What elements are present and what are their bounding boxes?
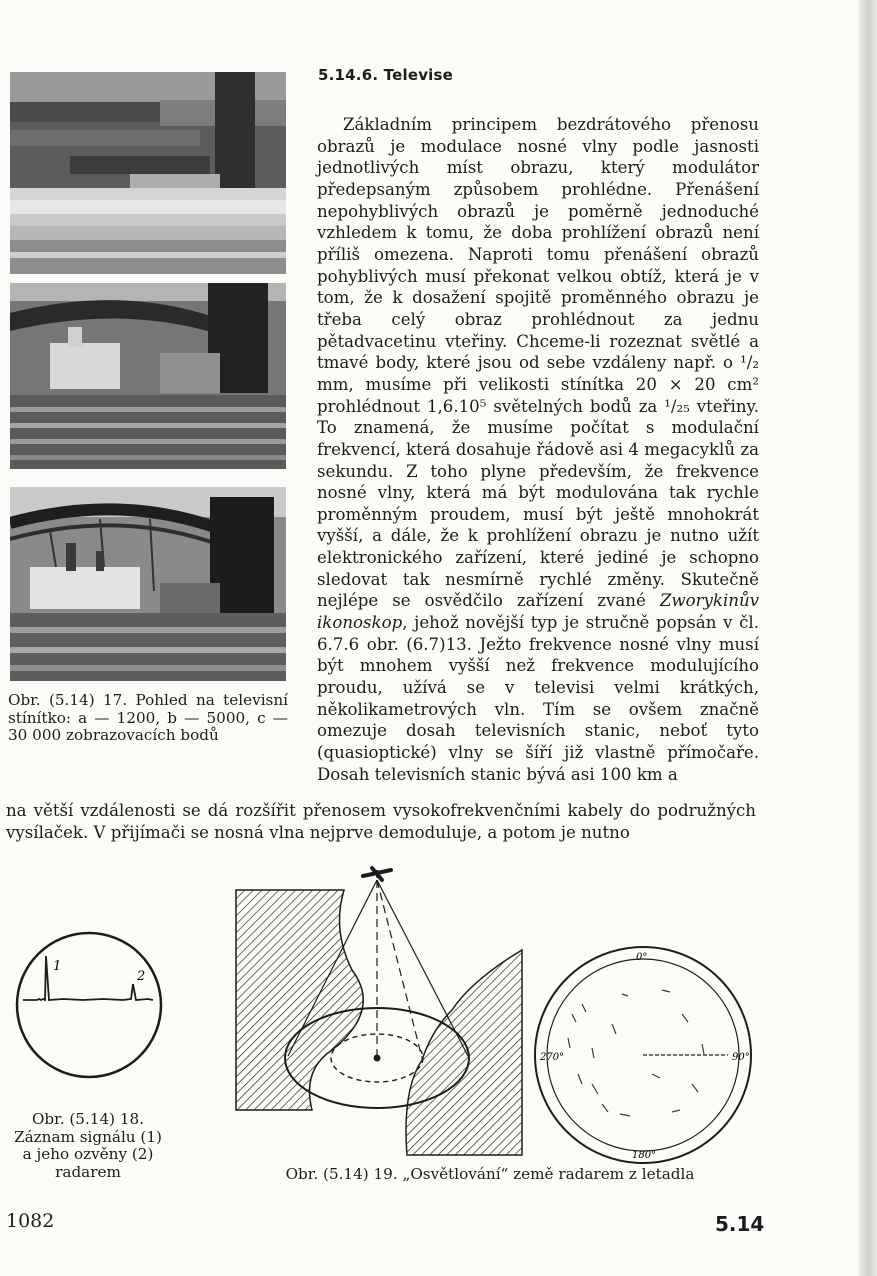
echo-label: 2 — [137, 969, 146, 984]
tv-screen-photo-c — [10, 487, 286, 681]
full-width-paragraph: na větší vzdálenosti se dá rozšířit přenosem vysokofrekvenčními kabely do podružných vysílaček. V přijímači se nosná vlna nejprve demoduluje, a potom je nutno — [6, 801, 756, 842]
bearing-180-label: 180° — [632, 1150, 657, 1161]
figure-17-caption: Obr. (5.14) 17. Pohled na televisní stínítko: a — 1200, b — 5000, c — 30 000 zobrazovacích bodů — [8, 691, 288, 744]
page-number: 1082 — [6, 1210, 55, 1232]
figure-18-radar-trace — [13, 930, 165, 1080]
tv-screen-photo-b — [10, 283, 286, 469]
body-text-continued: , jehož novější typ je stručně popsán v čl. 6.7.6 obr. (6.7)13. Ježto frekvence nosné vlny musí být mnohem vyšší než frekvence modulujícího proudu, užívá se v televisi velmi krátkých, několikametrových vln. Tím se ovšem značně omezuje dosah televisních stanic, neboť tyto (quasioptické) vlny se šíří již vlastně přímočaře. Dosah televisních stanic bývá asi 100 km a — [317, 613, 759, 784]
book-spine-shadow — [858, 0, 877, 1276]
tv-screen-photo-a — [10, 72, 286, 274]
zworykin-iconoscope-term: Zworykinův ikonoskop — [317, 591, 760, 633]
section-heading: 5.14.6. Televise — [318, 66, 454, 84]
bearing-90-label: 90° — [732, 1052, 750, 1063]
figure-19-caption: Obr. (5.14) 19. „Osvětlování“ země radarem z letadla — [285, 1165, 695, 1183]
bearing-0-label: 0° — [636, 952, 648, 963]
body-paragraph — [317, 114, 759, 785]
figure-18-caption: Obr. (5.14) 18. Záznam signálu (1) a jeho ozvěny (2) radarem — [14, 1110, 162, 1181]
body-text: Základním principem bezdrátového přenosu obrazů je modulace nosné vlny podle jasnosti jednotlivých míst obrazu, který modulátor předepsaným způsobem prohlédne. Přenášení nepohyblivých obrazů je poměrně jednoduché vzhledem k tomu, že doba prohlížení obrazů není příliš omezena. Naproti tomu přenášení obrazů pohyblivých musí překonat velkou obtíž, která je v tom, že k dosažení spojitě proměnného obrazu je třeba celý obraz prohlédnout za jednu pětadvacetinu vteřiny. Chceme-li rozeznat světlé a tmavé body, které jsou od sebe vzdáleny např. o ¹/₂ mm, musíme při velikosti stínítka 20 × 20 cm² prohlédnout 1,6.10⁵ světelných bodů za ¹/₂₅ vteřiny. To znamená, že musíme počítat s modulační frekvencí, která dosahuje řádově asi 4 megacyklů za sekundu. Z toho plyne především, že frekvence nosné vlny, která má být modulována tak rychle proměnným proudem, musí být ještě mnohokrát vyšší, a dále, že k prohlížení obrazu je nutno užít elektronického zařízení, které jediné je schopno sledovat tak nesmírně rychlé změny. Skutečně nejlépe se osvědčilo zařízení zvané — [317, 115, 759, 611]
section-number: 5.14 — [715, 1212, 765, 1236]
pulse-label: 1 — [53, 959, 62, 974]
bearing-270-label: 270° — [540, 1052, 565, 1063]
figure-19-radar-screen — [532, 944, 754, 1166]
aircraft-icon — [363, 868, 391, 880]
figure-19-terrain-diagram — [232, 860, 532, 1160]
